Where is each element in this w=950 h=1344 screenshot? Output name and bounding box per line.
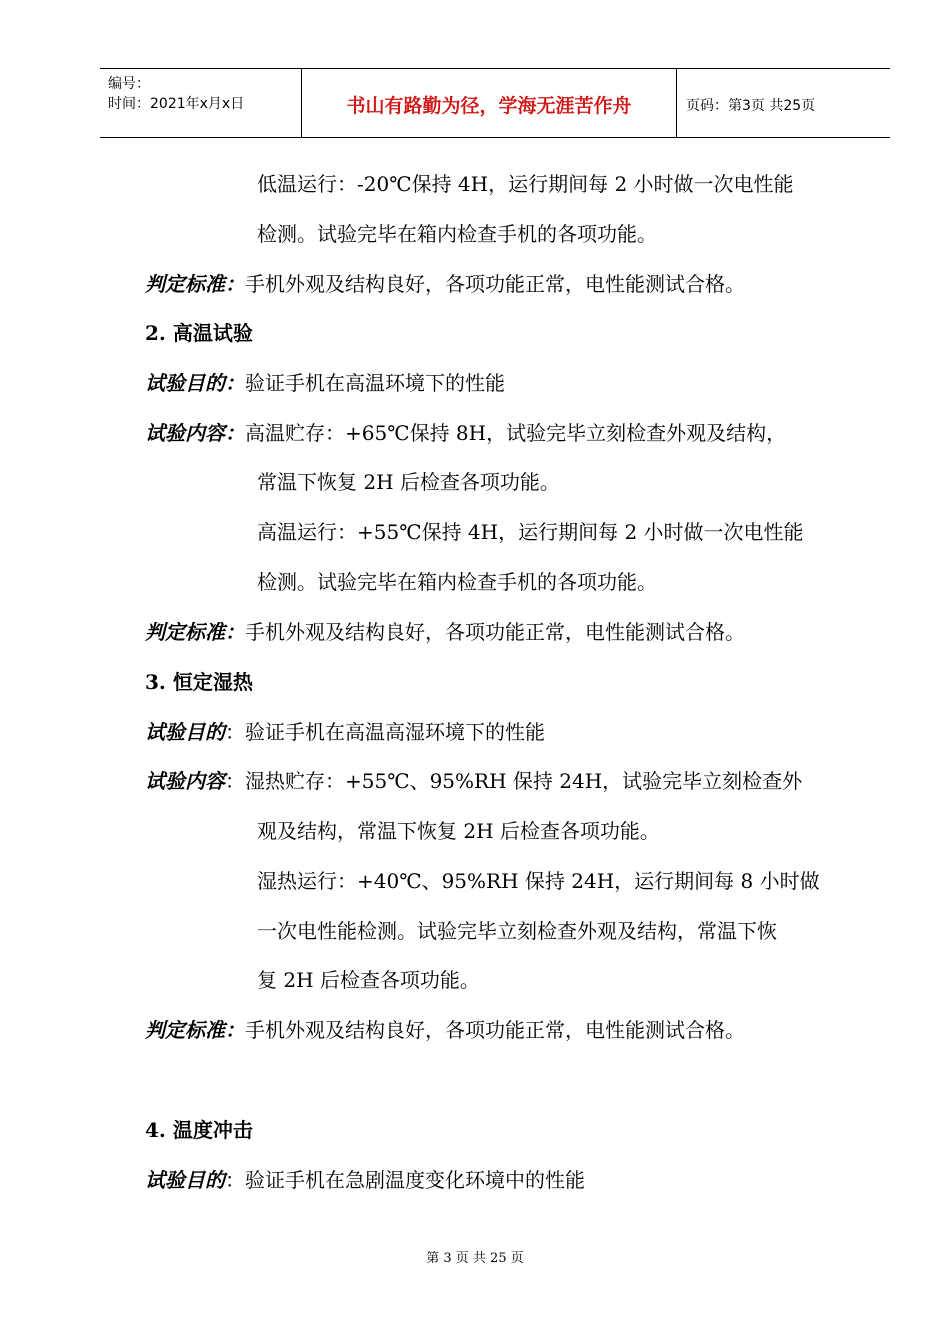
- criteria-text: 手机外观及结构良好，各项功能正常，电性能测试合格。: [245, 620, 745, 644]
- content-line: [145, 421, 786, 445]
- header-meta-cell: [100, 69, 300, 137]
- purpose-label: 试验目的: [145, 720, 225, 744]
- purpose-colon: ：: [225, 720, 245, 744]
- content-label: 试验内容：: [145, 421, 245, 445]
- paragraph-line: 常温下恢复 2H 后检查各项功能。: [257, 470, 560, 494]
- paragraph-line: 高温运行：+55℃保持 4H，运行期间每 2 小时做一次电性能: [257, 520, 804, 544]
- document-time-label: 时间：2021年x月x日: [108, 96, 245, 112]
- header-motto-cell: [301, 69, 677, 137]
- header-page-cell: [676, 69, 890, 137]
- content-colon: ：: [225, 769, 245, 793]
- content-line: [145, 769, 802, 793]
- paragraph-line: 检测。试验完毕在箱内检查手机的各项功能。: [257, 570, 657, 594]
- page-footer: 第 3 页 共 25 页: [426, 1251, 524, 1266]
- purpose-label: 试验目的: [145, 1168, 225, 1192]
- criteria-text: 手机外观及结构良好，各项功能正常，电性能测试合格。: [245, 272, 745, 296]
- content-label: 试验内容: [145, 769, 225, 793]
- paragraph-line: 一次电性能检测。试验完毕立刻检查外观及结构，常温下恢: [257, 919, 777, 943]
- purpose-line: [145, 371, 505, 395]
- section-heading: 4. 温度冲击: [145, 1118, 253, 1142]
- header-page-number: 页码：第3页 共25页: [686, 98, 816, 114]
- section-heading: 2. 高温试验: [145, 321, 253, 345]
- criteria-label: 判定标准：: [145, 272, 245, 296]
- purpose-line: [145, 1168, 585, 1192]
- paragraph-line: 复 2H 后检查各项功能。: [257, 968, 480, 992]
- header-motto: 书山有路勤为径，学海无涯苦作舟: [346, 95, 632, 117]
- paragraph-line: 低温运行：-20℃保持 4H，运行期间每 2 小时做一次电性能: [257, 172, 794, 196]
- purpose-text: 验证手机在急剧温度变化环境中的性能: [245, 1168, 585, 1192]
- purpose-line: [145, 720, 545, 744]
- purpose-colon: ：: [225, 1168, 245, 1192]
- section-heading: 3. 恒定湿热: [145, 670, 253, 694]
- paragraph-line: 观及结构，常温下恢复 2H 后检查各项功能。: [257, 819, 660, 843]
- criteria-text: 手机外观及结构良好，各项功能正常，电性能测试合格。: [245, 1018, 745, 1042]
- content-text: 湿热贮存：+55℃、95%RH 保持 24H，试验完毕立刻检查外: [245, 769, 803, 793]
- page-header: [100, 68, 890, 138]
- criteria-line: [145, 272, 745, 296]
- criteria-label: 判定标准：: [145, 1018, 245, 1042]
- paragraph-line: 检测。试验完毕在箱内检查手机的各项功能。: [257, 222, 657, 246]
- content-text: 高温贮存：+65℃保持 8H，试验完毕立刻检查外观及结构，: [245, 421, 787, 445]
- purpose-text: 验证手机在高温高湿环境下的性能: [245, 720, 545, 744]
- document-number-label: 编号：: [108, 76, 150, 92]
- criteria-label: 判定标准：: [145, 620, 245, 644]
- criteria-line: [145, 1018, 745, 1042]
- purpose-label: 试验目的：: [145, 371, 245, 395]
- purpose-text: 验证手机在高温环境下的性能: [245, 371, 505, 395]
- criteria-line: [145, 620, 745, 644]
- paragraph-line: 湿热运行：+40℃、95%RH 保持 24H，运行期间每 8 小时做: [257, 869, 820, 893]
